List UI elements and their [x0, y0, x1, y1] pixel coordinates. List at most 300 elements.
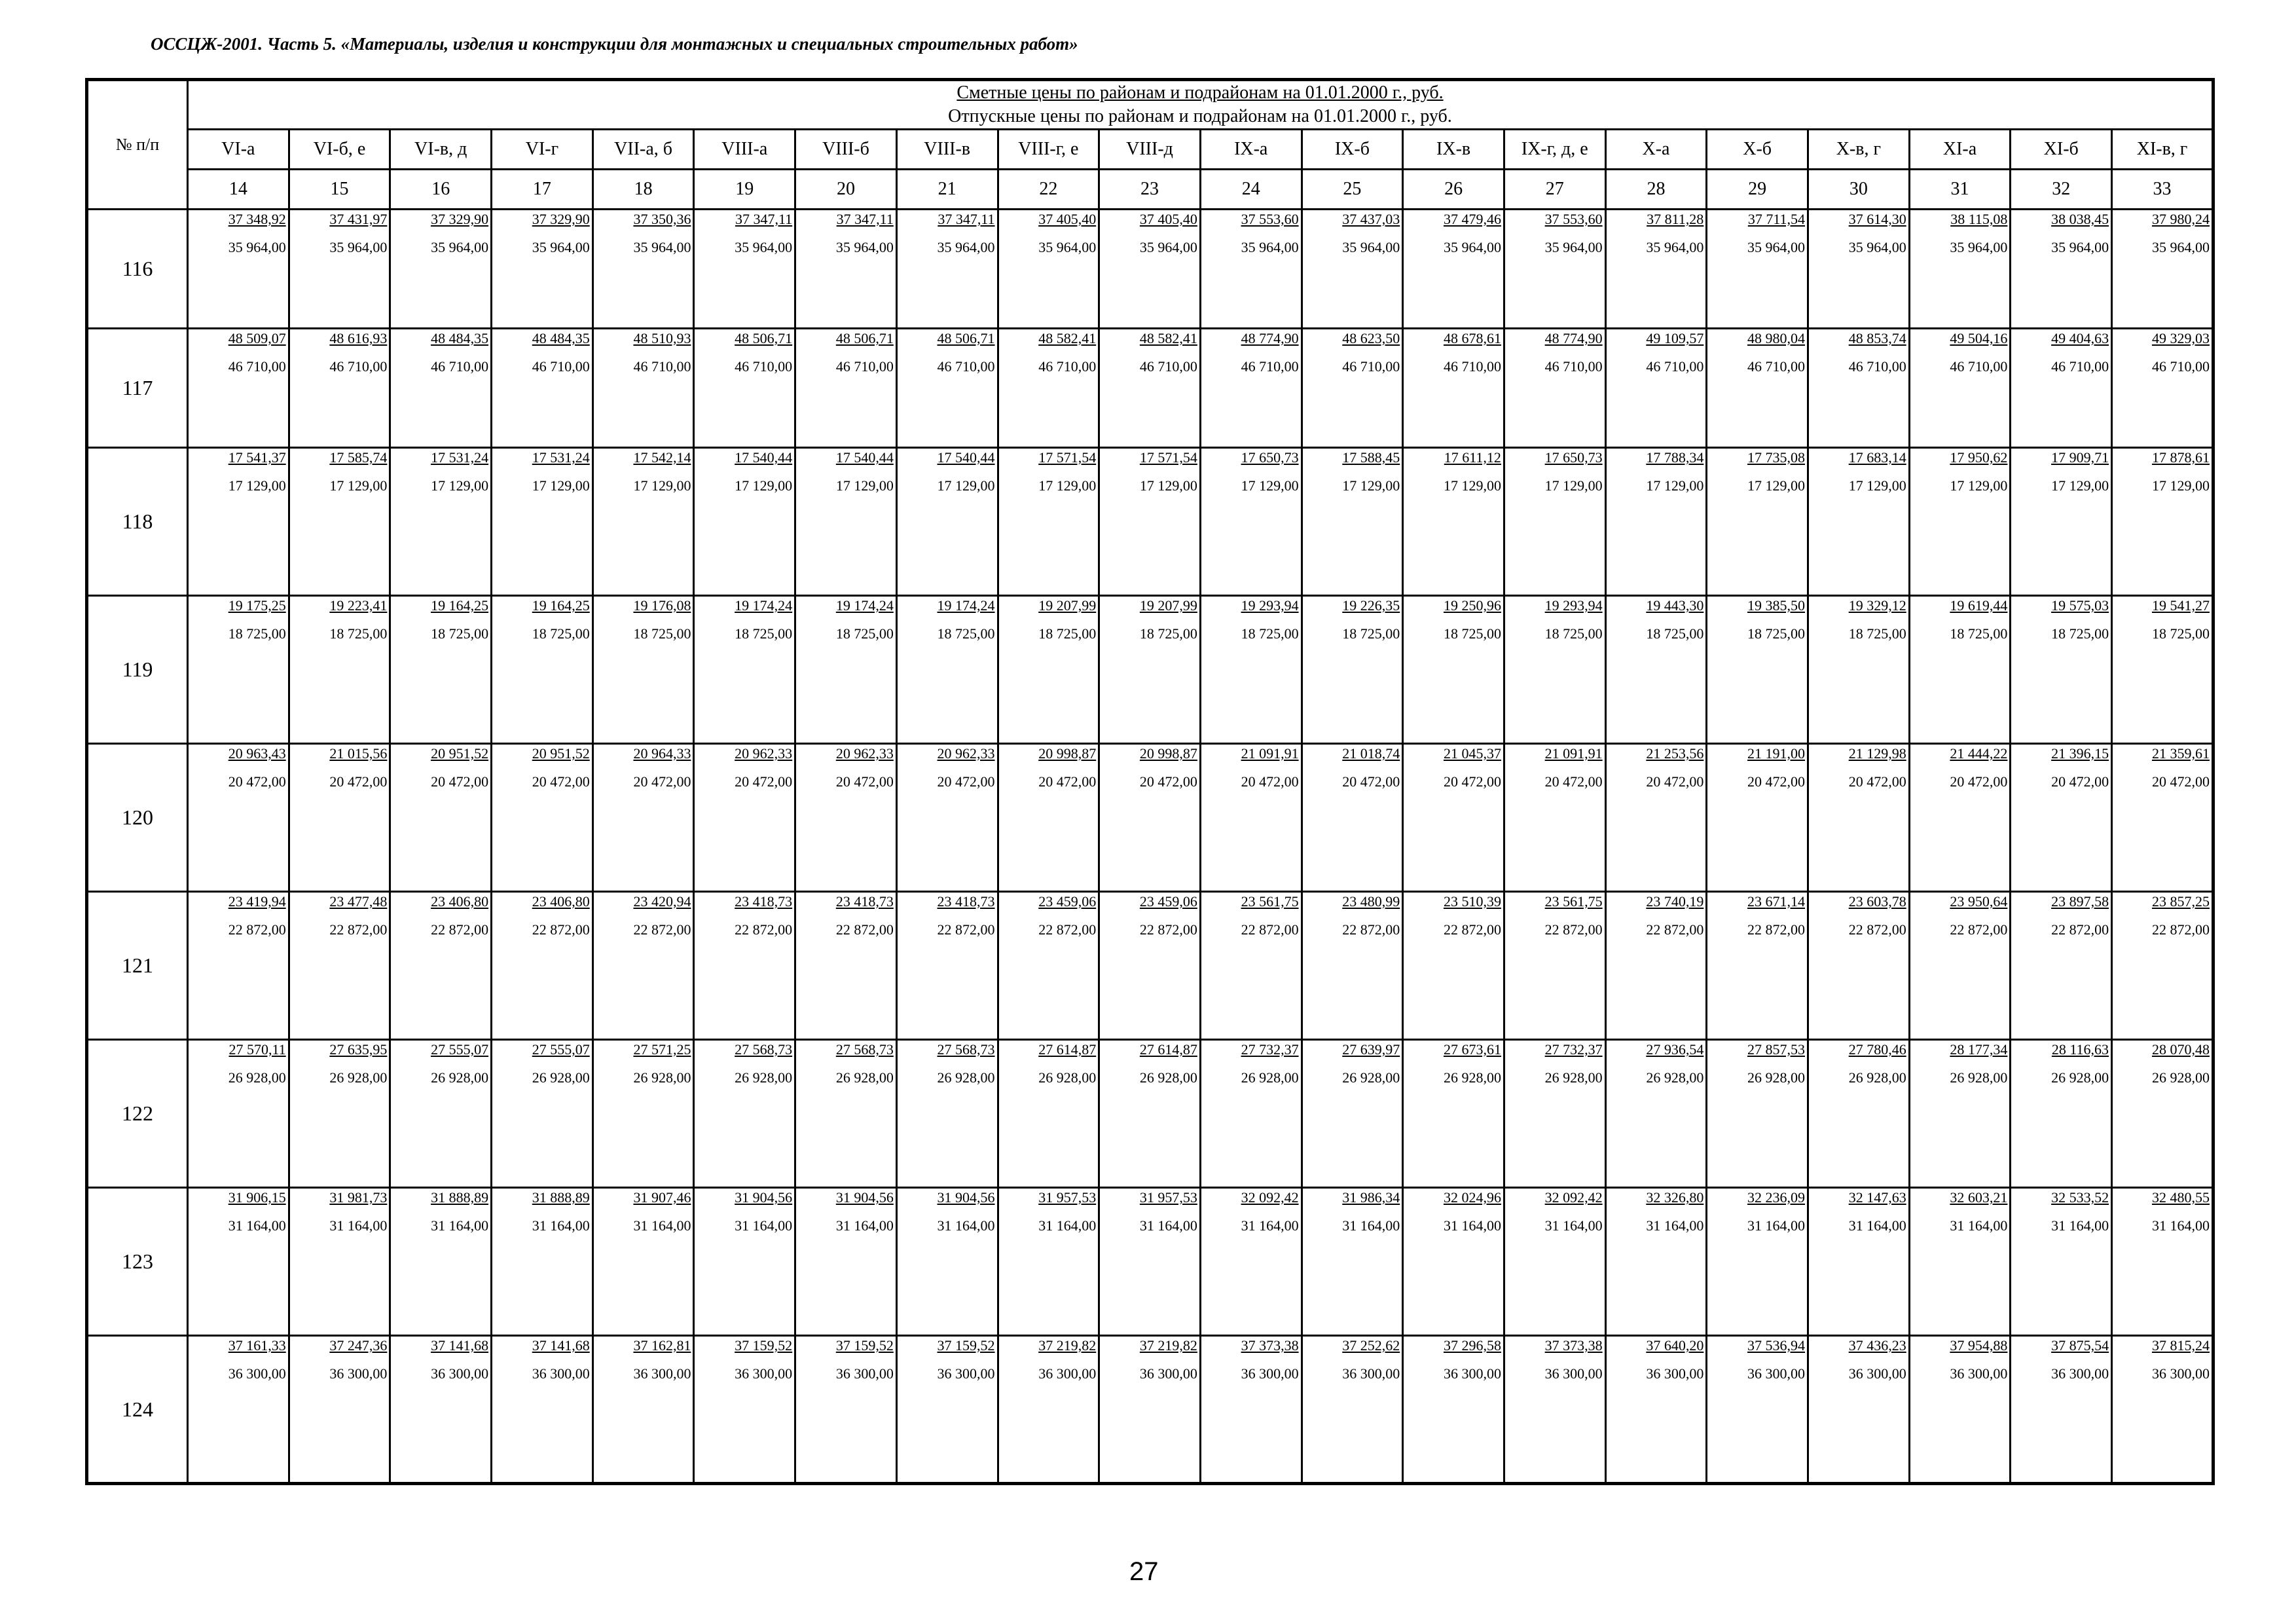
release-price: 36 300,00 — [431, 1365, 489, 1382]
estimate-price: 37 347,11 — [836, 211, 894, 227]
document-header: ОССЦЖ-2001. Часть 5. «Материалы, изделия и конструкции для монтажных и специальных строительных работ» — [151, 34, 1078, 54]
estimate-price: 27 780,46 — [1848, 1041, 1906, 1058]
column-index: 17 — [492, 170, 593, 210]
estimate-price: 27 568,73 — [735, 1041, 793, 1058]
release-price: 35 964,00 — [2151, 239, 2210, 255]
estimate-price: 20 998,87 — [1038, 745, 1097, 762]
price-cell — [1909, 1188, 2011, 1336]
price-cell — [1099, 596, 1201, 744]
price-cell — [1099, 1040, 1201, 1188]
row-number: 123 — [87, 1188, 188, 1336]
estimate-price: 19 174,24 — [735, 597, 793, 614]
release-price: 46 710,00 — [329, 358, 388, 375]
estimate-price: 23 419,94 — [228, 893, 286, 910]
price-cell — [1707, 892, 1808, 1040]
release-price: 46 710,00 — [1139, 358, 1197, 375]
release-price: 35 964,00 — [2051, 239, 2109, 255]
release-price: 46 710,00 — [1241, 358, 1299, 375]
estimate-price: 23 459,06 — [1139, 893, 1197, 910]
release-price: 31 164,00 — [1950, 1217, 2008, 1234]
release-price: 35 964,00 — [1038, 239, 1097, 255]
price-cell — [2011, 329, 2112, 448]
price-cell — [492, 329, 593, 448]
estimate-price: 23 418,73 — [937, 893, 995, 910]
release-price: 18 725,00 — [1342, 625, 1400, 642]
release-price: 35 964,00 — [1848, 239, 1906, 255]
release-price: 36 300,00 — [532, 1365, 590, 1382]
price-cell — [1302, 744, 1403, 892]
release-price: 35 964,00 — [1950, 239, 2008, 255]
release-price: 31 164,00 — [2051, 1217, 2109, 1234]
price-group-header — [188, 80, 2214, 130]
release-price: 46 710,00 — [1747, 358, 1805, 375]
price-cell — [1099, 744, 1201, 892]
price-cell — [896, 1336, 998, 1484]
price-cell — [1403, 1040, 1504, 1188]
estimate-price: 32 092,42 — [1544, 1189, 1603, 1206]
release-price: 17 129,00 — [1848, 477, 1906, 494]
estimate-price: 27 857,53 — [1747, 1041, 1805, 1058]
price-cell — [1808, 448, 1910, 596]
estimate-price: 21 091,91 — [1241, 745, 1299, 762]
column-index: 15 — [289, 170, 390, 210]
price-cell — [1403, 744, 1504, 892]
price-cell — [2011, 1336, 2112, 1484]
price-cell — [795, 892, 897, 1040]
price-cell — [1707, 1336, 1808, 1484]
region-header: IX-г, д, е — [1504, 130, 1605, 170]
price-cell — [795, 1040, 897, 1188]
price-cell — [1707, 1040, 1808, 1188]
price-cell — [492, 1188, 593, 1336]
price-cell — [1605, 1336, 1707, 1484]
price-cell — [492, 210, 593, 329]
release-price: 26 928,00 — [1544, 1069, 1603, 1086]
release-price: 17 129,00 — [1950, 477, 2008, 494]
region-header: X-б — [1707, 130, 1808, 170]
estimate-price: 31 907,46 — [633, 1189, 691, 1206]
release-price: 31 164,00 — [1646, 1217, 1704, 1234]
price-cell — [1504, 1336, 1605, 1484]
price-cell — [1504, 1040, 1605, 1188]
price-cell — [2112, 329, 2214, 448]
release-price: 46 710,00 — [532, 358, 590, 375]
price-cell — [1504, 448, 1605, 596]
estimate-price: 37 553,60 — [1544, 211, 1603, 227]
estimate-price: 37 553,60 — [1241, 211, 1299, 227]
price-cell — [390, 1040, 492, 1188]
row-number: 119 — [87, 596, 188, 744]
price-cell — [1200, 1336, 1302, 1484]
release-price: 17 129,00 — [1241, 477, 1299, 494]
estimate-price: 19 176,08 — [633, 597, 691, 614]
price-cell — [492, 744, 593, 892]
estimate-price: 20 962,33 — [735, 745, 793, 762]
release-price: 26 928,00 — [329, 1069, 388, 1086]
estimate-price: 19 329,12 — [1848, 597, 1906, 614]
estimate-price: 32 147,63 — [1848, 1189, 1906, 1206]
estimate-price: 31 986,34 — [1342, 1189, 1400, 1206]
release-price: 26 928,00 — [1241, 1069, 1299, 1086]
estimate-price: 37 980,24 — [2151, 211, 2210, 227]
price-cell — [1403, 596, 1504, 744]
release-price: 26 928,00 — [937, 1069, 995, 1086]
price-cell — [1909, 1040, 2011, 1188]
price-cell — [2112, 1040, 2214, 1188]
estimate-price: 37 141,68 — [431, 1337, 489, 1354]
estimate-price: 23 477,48 — [329, 893, 388, 910]
release-price: 31 164,00 — [1342, 1217, 1400, 1234]
price-cell — [2011, 210, 2112, 329]
price-cell — [390, 448, 492, 596]
price-cell — [1808, 210, 1910, 329]
release-price: 31 164,00 — [532, 1217, 590, 1234]
price-cell — [1605, 1040, 1707, 1188]
estimate-price: 17 531,24 — [431, 449, 489, 466]
release-price: 36 300,00 — [1241, 1365, 1299, 1382]
estimate-price: 31 981,73 — [329, 1189, 388, 1206]
price-cell — [1099, 210, 1201, 329]
estimate-price: 37 159,52 — [735, 1337, 793, 1354]
price-cell — [390, 329, 492, 448]
release-price: 20 472,00 — [1544, 773, 1603, 790]
estimate-price: 20 998,87 — [1139, 745, 1197, 762]
release-price: 18 725,00 — [1038, 625, 1097, 642]
release-price: 20 472,00 — [1646, 773, 1704, 790]
price-cell — [795, 329, 897, 448]
price-cell — [188, 329, 289, 448]
estimate-price: 37 405,40 — [1038, 211, 1097, 227]
estimate-price: 17 878,61 — [2151, 449, 2210, 466]
estimate-price: 19 174,24 — [937, 597, 995, 614]
estimate-price: 37 159,52 — [835, 1337, 894, 1354]
price-cell — [492, 596, 593, 744]
column-index: 14 — [188, 170, 289, 210]
estimate-price: 21 129,98 — [1848, 745, 1906, 762]
price-cell — [1200, 596, 1302, 744]
release-price: 22 872,00 — [1038, 921, 1097, 938]
release-price: 20 472,00 — [1342, 773, 1400, 790]
table-row — [87, 448, 2214, 596]
table-row — [87, 1336, 2214, 1484]
price-cell — [2112, 448, 2214, 596]
price-cell — [2011, 596, 2112, 744]
estimate-price: 19 619,44 — [1950, 597, 2008, 614]
estimate-price: 21 359,61 — [2151, 745, 2210, 762]
release-price: 35 964,00 — [1646, 239, 1704, 255]
release-price: 36 300,00 — [633, 1365, 691, 1382]
price-cell — [1909, 448, 2011, 596]
price-cell — [1200, 892, 1302, 1040]
price-cell — [896, 892, 998, 1040]
price-cell — [896, 329, 998, 448]
release-price: 31 164,00 — [431, 1217, 489, 1234]
price-cell — [694, 596, 795, 744]
estimate-price: 17 588,45 — [1342, 449, 1400, 466]
release-price: 36 300,00 — [1443, 1365, 1501, 1382]
estimate-price: 23 603,78 — [1848, 893, 1906, 910]
estimate-price: 31 904,56 — [835, 1189, 894, 1206]
column-index: 24 — [1200, 170, 1302, 210]
estimate-price: 31 888,89 — [431, 1189, 489, 1206]
price-cell — [1909, 329, 2011, 448]
release-price: 18 725,00 — [633, 625, 691, 642]
estimate-price: 28 177,34 — [1950, 1041, 2008, 1058]
release-price-title: Отпускные цены по районам и подрайонам на 01.01.2000 г., руб. — [948, 106, 1452, 126]
estimate-price: 37 159,52 — [937, 1337, 995, 1354]
price-table — [85, 78, 2215, 1485]
price-cell — [2011, 744, 2112, 892]
price-cell — [188, 744, 289, 892]
release-price: 22 872,00 — [1747, 921, 1805, 938]
price-cell — [188, 1336, 289, 1484]
estimate-price: 49 109,57 — [1646, 330, 1704, 346]
price-cell — [1808, 1188, 1910, 1336]
estimate-price: 37 141,68 — [532, 1337, 590, 1354]
release-price: 22 872,00 — [835, 921, 894, 938]
estimate-price: 27 639,97 — [1342, 1041, 1400, 1058]
release-price: 18 725,00 — [1747, 625, 1805, 642]
price-cell — [390, 596, 492, 744]
release-price: 22 872,00 — [633, 921, 691, 938]
release-price: 31 164,00 — [329, 1217, 388, 1234]
release-price: 31 164,00 — [1747, 1217, 1805, 1234]
estimate-price: 23 740,19 — [1646, 893, 1704, 910]
estimate-price: 19 164,25 — [532, 597, 590, 614]
estimate-price: 48 582,41 — [1038, 330, 1097, 346]
release-price: 26 928,00 — [1139, 1069, 1197, 1086]
estimate-price: 32 533,52 — [2051, 1189, 2109, 1206]
estimate-price: 20 964,33 — [633, 745, 691, 762]
release-price: 18 725,00 — [2051, 625, 2109, 642]
release-price: 22 872,00 — [1139, 921, 1197, 938]
price-cell — [592, 1040, 694, 1188]
price-cell — [1504, 1188, 1605, 1336]
estimate-price: 27 673,61 — [1443, 1041, 1501, 1058]
estimate-price: 27 614,87 — [1139, 1041, 1197, 1058]
price-cell — [896, 596, 998, 744]
estimate-price: 37 348,92 — [228, 211, 286, 227]
price-cell — [1403, 1336, 1504, 1484]
estimate-price: 20 962,33 — [835, 745, 894, 762]
table-row — [87, 1188, 2214, 1336]
estimate-price: 20 951,52 — [532, 745, 590, 762]
release-price: 26 928,00 — [1342, 1069, 1400, 1086]
estimate-price: 23 418,73 — [735, 893, 793, 910]
column-index: 30 — [1808, 170, 1910, 210]
estimate-price: 19 443,30 — [1646, 597, 1704, 614]
price-cell — [289, 1336, 390, 1484]
price-cell — [795, 448, 897, 596]
release-price: 20 472,00 — [228, 773, 286, 790]
table-row — [87, 1040, 2214, 1188]
estimate-price: 20 963,43 — [228, 745, 286, 762]
price-cell — [592, 329, 694, 448]
estimate-price: 19 223,41 — [329, 597, 388, 614]
release-price: 18 725,00 — [2151, 625, 2210, 642]
price-cell — [289, 1040, 390, 1188]
release-price: 17 129,00 — [228, 477, 286, 494]
estimate-price: 17 683,14 — [1848, 449, 1906, 466]
price-cell — [694, 744, 795, 892]
release-price: 20 472,00 — [1443, 773, 1501, 790]
release-price: 22 872,00 — [1950, 921, 2008, 938]
release-price: 35 964,00 — [1544, 239, 1603, 255]
estimate-price: 48 509,07 — [228, 330, 286, 346]
estimate-price: 23 561,75 — [1241, 893, 1299, 910]
row-number: 120 — [87, 744, 188, 892]
row-number: 124 — [87, 1336, 188, 1484]
estimate-price: 19 385,50 — [1747, 597, 1805, 614]
price-cell — [998, 596, 1099, 744]
estimate-price: 27 568,73 — [835, 1041, 894, 1058]
release-price: 20 472,00 — [1038, 773, 1097, 790]
price-cell — [1707, 329, 1808, 448]
price-cell — [492, 448, 593, 596]
region-header: IX-б — [1302, 130, 1403, 170]
region-header: XI-а — [1909, 130, 2011, 170]
price-cell — [2011, 448, 2112, 596]
price-cell — [492, 892, 593, 1040]
release-price: 46 710,00 — [1342, 358, 1400, 375]
price-cell — [1200, 210, 1302, 329]
table-row — [87, 596, 2214, 744]
estimate-price: 31 888,89 — [532, 1189, 590, 1206]
release-price: 36 300,00 — [329, 1365, 388, 1382]
price-cell — [1504, 892, 1605, 1040]
estimate-price: 21 444,22 — [1950, 745, 2008, 762]
release-price: 26 928,00 — [735, 1069, 793, 1086]
release-price: 35 964,00 — [1139, 239, 1197, 255]
price-cell — [1605, 892, 1707, 1040]
release-price: 35 964,00 — [735, 239, 793, 255]
release-price: 31 164,00 — [1038, 1217, 1097, 1234]
estimate-price: 21 396,15 — [2051, 745, 2109, 762]
release-price: 35 964,00 — [1443, 239, 1501, 255]
estimate-price: 37 219,82 — [1038, 1337, 1097, 1354]
price-cell — [1403, 448, 1504, 596]
estimate-price: 37 479,46 — [1443, 211, 1501, 227]
row-number: 118 — [87, 448, 188, 596]
price-cell — [1099, 1188, 1201, 1336]
price-cell — [1099, 329, 1201, 448]
estimate-price: 17 540,44 — [835, 449, 894, 466]
release-price: 20 472,00 — [835, 773, 894, 790]
release-price: 36 300,00 — [2151, 1365, 2210, 1382]
release-price: 18 725,00 — [1139, 625, 1197, 642]
table-row — [87, 892, 2214, 1040]
price-cell — [2112, 210, 2214, 329]
release-price: 31 164,00 — [1139, 1217, 1197, 1234]
release-price: 35 964,00 — [835, 239, 894, 255]
price-cell — [188, 892, 289, 1040]
estimate-price: 37 219,82 — [1139, 1337, 1197, 1354]
price-cell — [1302, 1188, 1403, 1336]
price-cell — [592, 1188, 694, 1336]
region-header: VI-а — [188, 130, 289, 170]
price-cell — [1302, 892, 1403, 1040]
price-cell — [1909, 596, 2011, 744]
release-price: 18 725,00 — [735, 625, 793, 642]
price-cell — [592, 1336, 694, 1484]
price-cell — [188, 210, 289, 329]
release-price: 18 725,00 — [1646, 625, 1704, 642]
column-index: 29 — [1707, 170, 1808, 210]
table-row — [87, 329, 2214, 448]
estimate-price: 20 951,52 — [431, 745, 489, 762]
estimate-price: 48 510,93 — [633, 330, 691, 346]
estimate-price: 28 070,48 — [2151, 1041, 2210, 1058]
release-price: 31 164,00 — [633, 1217, 691, 1234]
estimate-price: 37 347,11 — [735, 211, 793, 227]
price-cell — [795, 744, 897, 892]
estimate-price: 37 431,97 — [329, 211, 388, 227]
estimate-price: 17 541,37 — [228, 449, 286, 466]
estimate-price: 17 540,44 — [937, 449, 995, 466]
estimate-price: 37 875,54 — [2051, 1337, 2109, 1354]
release-price: 36 300,00 — [1848, 1365, 1906, 1382]
release-price: 36 300,00 — [1544, 1365, 1603, 1382]
price-cell — [1808, 1040, 1910, 1188]
estimate-price: 48 980,04 — [1747, 330, 1805, 346]
release-price: 20 472,00 — [1950, 773, 2008, 790]
estimate-price-title: Сметные цены по районам и подрайонам на 01.01.2000 г., руб. — [957, 83, 1444, 103]
release-price: 26 928,00 — [835, 1069, 894, 1086]
release-price: 17 129,00 — [1038, 477, 1097, 494]
price-cell — [998, 210, 1099, 329]
estimate-price: 17 909,71 — [2051, 449, 2109, 466]
estimate-price: 37 161,33 — [228, 1337, 286, 1354]
release-price: 36 300,00 — [1038, 1365, 1097, 1382]
price-cell — [1605, 596, 1707, 744]
release-price: 46 710,00 — [835, 358, 894, 375]
price-cell — [1707, 596, 1808, 744]
release-price: 20 472,00 — [1139, 773, 1197, 790]
price-cell — [289, 1188, 390, 1336]
estimate-price: 32 603,21 — [1950, 1189, 2008, 1206]
release-price: 46 710,00 — [1950, 358, 2008, 375]
release-price: 46 710,00 — [2051, 358, 2109, 375]
price-cell — [998, 744, 1099, 892]
price-cell — [2011, 1040, 2112, 1188]
price-cell — [1099, 448, 1201, 596]
release-price: 20 472,00 — [329, 773, 388, 790]
estimate-price: 37 252,62 — [1342, 1337, 1400, 1354]
estimate-price: 19 175,25 — [228, 597, 286, 614]
release-price: 18 725,00 — [1950, 625, 2008, 642]
release-price: 22 872,00 — [1544, 921, 1603, 938]
release-price: 17 129,00 — [532, 477, 590, 494]
price-cell — [1200, 1040, 1302, 1188]
estimate-price: 19 226,35 — [1342, 597, 1400, 614]
estimate-price: 32 480,55 — [2151, 1189, 2210, 1206]
release-price: 20 472,00 — [1848, 773, 1906, 790]
release-price: 22 872,00 — [2051, 921, 2109, 938]
region-header: X-в, г — [1808, 130, 1910, 170]
price-cell — [1302, 596, 1403, 744]
estimate-price: 19 164,25 — [431, 597, 489, 614]
column-index: 31 — [1909, 170, 2011, 210]
estimate-price: 23 857,25 — [2151, 893, 2210, 910]
estimate-price: 31 904,56 — [735, 1189, 793, 1206]
region-header: VIII-д — [1099, 130, 1201, 170]
release-price: 20 472,00 — [1747, 773, 1805, 790]
release-price: 26 928,00 — [431, 1069, 489, 1086]
release-price: 20 472,00 — [735, 773, 793, 790]
price-cell — [289, 210, 390, 329]
release-price: 36 300,00 — [735, 1365, 793, 1382]
estimate-price: 48 484,35 — [431, 330, 489, 346]
